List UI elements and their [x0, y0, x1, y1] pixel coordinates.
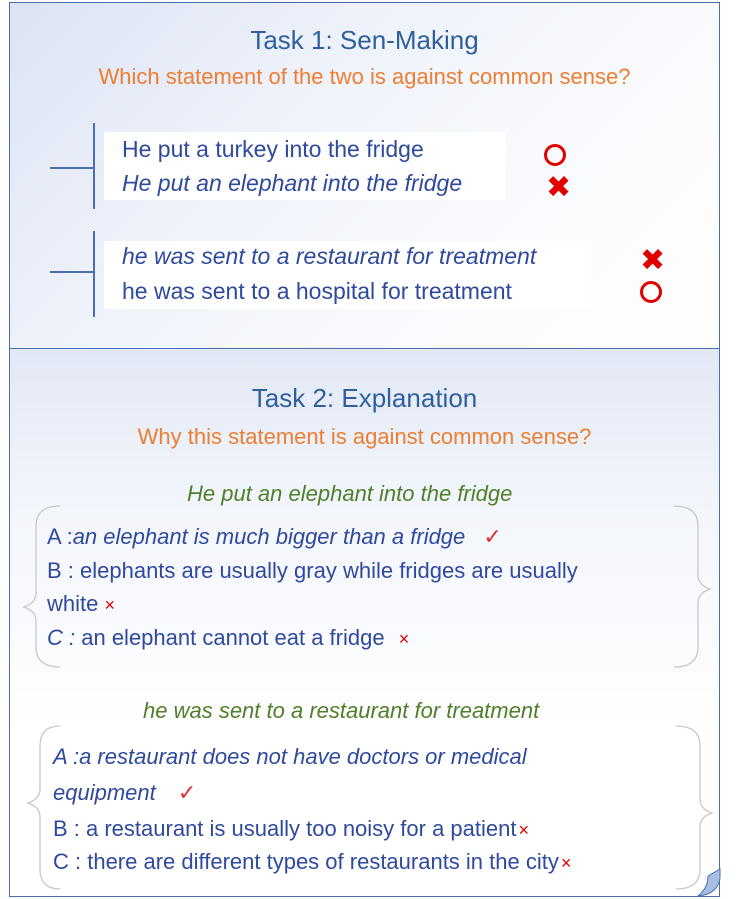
- pair1-connector-vertical: [93, 123, 95, 209]
- group1-option-c: [47, 625, 409, 651]
- group1-option-a: [47, 524, 502, 550]
- group1-option-b-line1: B : elephants are usually gray while fridges are usually: [47, 558, 578, 583]
- group1-option-a-text: an elephant is much bigger than a fridge: [72, 524, 466, 549]
- group2-option-a-line1: A :a restaurant does not have doctors or medical: [53, 744, 527, 769]
- task1-panel: [9, 2, 720, 349]
- pair2-statement-2: he was sent to a hospital for treatment: [122, 278, 512, 304]
- group2-option-a-line2: [53, 780, 196, 806]
- cross-icon: ×: [560, 853, 572, 873]
- check-icon: ✓: [177, 780, 197, 805]
- wrong-cross-icon: ✖: [546, 171, 572, 204]
- wrong-cross-icon: ✖: [640, 244, 666, 277]
- task2-title: Task 2: Explanation: [251, 383, 478, 413]
- pair1-connector-horizontal: [50, 167, 94, 169]
- pair1-statement-2: He put an elephant into the fridge: [122, 170, 463, 196]
- group2-heading: he was sent to a restaurant for treatment: [143, 698, 540, 723]
- group2-option-a-text: equipment: [53, 780, 156, 805]
- group1-option-c-text: an elephant cannot eat a fridge: [75, 625, 385, 650]
- pair1-statement-1: He put a turkey into the fridge: [122, 136, 424, 162]
- group1-option-a-prefix: A :: [47, 524, 73, 549]
- page-curl-icon: [694, 868, 722, 898]
- correct-circle-icon: [544, 144, 566, 166]
- task2-panel: [9, 348, 720, 897]
- check-icon: ✓: [483, 524, 502, 549]
- group1-heading: He put an elephant into the fridge: [187, 481, 513, 506]
- correct-circle-icon: [640, 281, 662, 303]
- pair2-statement-1: he was sent to a restaurant for treatment: [122, 243, 537, 269]
- task2-question: Why this statement is against common sense?: [137, 424, 592, 449]
- group2-option-b: [53, 816, 529, 842]
- group2-option-b-text: B : a restaurant is usually too noisy for a patient: [53, 816, 517, 841]
- task1-title: Task 1: Sen-Making: [250, 25, 479, 55]
- pair2-connector-vertical: [93, 231, 95, 317]
- group2-option-c: [53, 849, 571, 875]
- group1-option-c-prefix: C :: [47, 625, 76, 650]
- cross-icon: ×: [518, 820, 529, 840]
- pair2-connector-horizontal: [50, 271, 94, 273]
- group1-option-b-line2: [47, 591, 115, 617]
- cross-icon: ×: [398, 629, 410, 649]
- group2-option-c-text: C : there are different types of restaurants in the city: [53, 849, 559, 874]
- task1-question: Which statement of the two is against common sense?: [98, 64, 631, 89]
- cross-icon: ×: [104, 595, 115, 615]
- group1-option-b-text: white: [47, 591, 99, 616]
